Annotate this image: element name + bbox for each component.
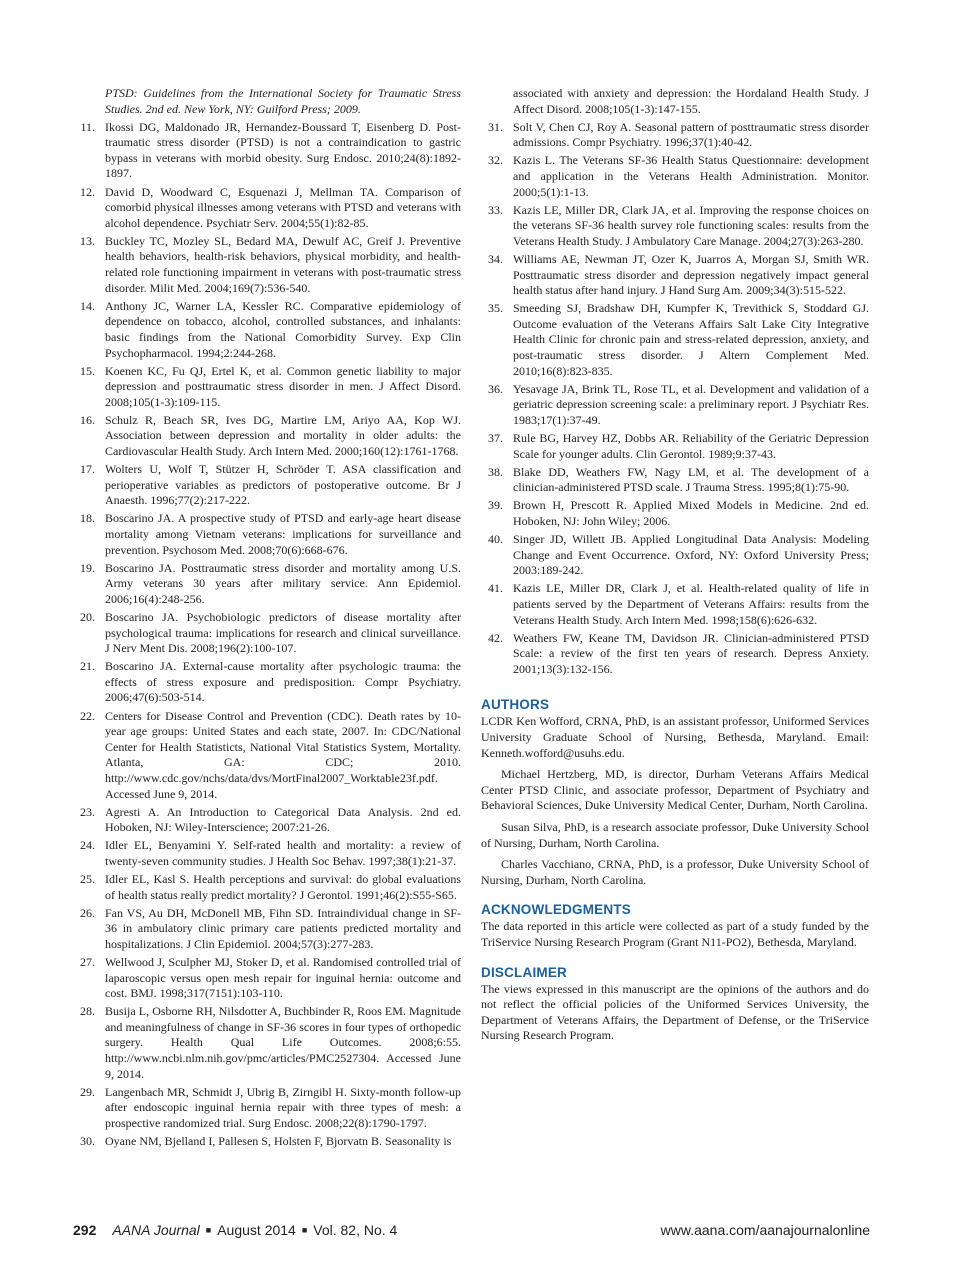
- issue-date: August 2014: [217, 1222, 296, 1238]
- author-bio: Michael Hertzberg, MD, is director, Durham Veterans Affairs Medical Center PTSD Clinic, and associate professor, Department of Psychiatry and Behavioral Sciences, Duke University Medical Center, Durham, North Carolina.: [481, 767, 869, 813]
- journal-name: AANA Journal: [112, 1222, 200, 1238]
- reference-item: 29. Langenbach MR, Schmidt J, Ubrig B, Zirngibl H. Sixty-month follow-up after endoscopic inguinal hernia repair with three types of mesh: a prospective randomized trial. Surg Endosc. 2008;22(8):1790-1797.: [80, 1084, 461, 1130]
- page-number: 292: [73, 1222, 97, 1238]
- reference-item: 20. Boscarino JA. Psychobiologic predictors of disease mortality after psychological trauma: implications for research and clinical surveillance. J Nerv Ment Dis. 2008;196(2):100-107.: [80, 610, 461, 656]
- page-footer: [73, 1222, 870, 1242]
- acknowledgments-section: [481, 902, 869, 950]
- reference-item: 19. Boscarino JA. Posttraumatic stress disorder and mortality among U.S. Army veterans 30 years after military service. Ann Epidemiol. 2006;16(4):248-256.: [80, 560, 461, 606]
- separator-square-icon: ■: [205, 1225, 212, 1235]
- authors-heading: AUTHORS: [481, 697, 550, 713]
- volume-info: Vol. 82, No. 4: [313, 1222, 398, 1238]
- reference-item: 38. Blake DD, Weathers FW, Nagy LM, et al. The development of a clinician-administered PTSD scale. J Trauma Stress. 1995;8(1):75-90.: [488, 464, 869, 495]
- reference-item: PTSD: Guidelines from the International Society for Traumatic Stress Studies. 2nd ed. New York, NY: Guilford Press; 2009.: [105, 86, 461, 116]
- reference-item: 32. Kazis L. The Veterans SF-36 Health Status Questionnaire: development and application in the Veterans Health Administration. Monitor. 2000;5(1):1-13.: [488, 153, 869, 199]
- reference-item: associated with anxiety and depression: the Hordaland Health Study. J Affect Disord. 2008;105(1-3):147-155.: [513, 86, 869, 116]
- acknowledgments-heading: ACKNOWLEDGMENTS: [481, 902, 631, 918]
- reference-item: 14. Anthony JC, Warner LA, Kessler RC. Comparative epidemiology of dependence on tobacco, alcohol, controlled substances, and inhalants: basic findings from the National Comorbidity Survey. Exp Clin Psychopharmacol. 1994;2:244-268.: [80, 298, 461, 360]
- reference-item: 11. Ikossi DG, Maldonado JR, Hernandez-Boussard T, Eisenberg D. Post-traumatic stress disorder (PTSD) is not a contraindication to gastric bypass in veterans with morbid obesity. Surg Endosc. 2010;24(8):1892-1897.: [80, 119, 461, 181]
- reference-item: 41. Kazis LE, Miller DR, Clark J, et al. Health-related quality of life in patients served by the Department of Veterans Affairs: results from the Veterans Health Study. Arch Intern Med. 1998;158(6):626-632.: [488, 581, 869, 627]
- separator-square-icon: ■: [301, 1225, 308, 1235]
- reference-item: 26. Fan VS, Au DH, McDonell MB, Fihn SD. Intraindividual change in SF-36 in ambulatory clinic primary care patients predicted mortality and hospitalizations. J Clin Epidemiol. 2004;57(3):277-283.: [80, 905, 461, 951]
- reference-item: 22. Centers for Disease Control and Prevention (CDC). Death rates by 10-year age groups: United States and each state, 2007. In: CDC/National Center for Health Statisticts, National Vital Statistics System, Mortality. Atlanta, GA: CDC; 2010. http://www.cdc.gov/nchs/data/dvs/MortFinal2007_Worktable23f.pdf. Accessed June 9, 2014.: [80, 708, 461, 801]
- reference-item: 13. Buckley TC, Mozley SL, Bedard MA, Dewulf AC, Greif J. Preventive health behaviors, health-risk behaviors, physical morbidity, and health-related role functioning impairment in veterans with post-traumatic stress disorder. Milit Med. 2004;169(7):536-540.: [80, 233, 461, 295]
- reference-item: 39. Brown H, Prescott R. Applied Mixed Models in Medicine. 2nd ed. Hoboken, NJ: John Wiley; 2006.: [488, 498, 869, 528]
- reference-item: 42. Weathers FW, Keane TM, Davidson JR. Clinician-administered PTSD Scale: a review of the first ten years of research. Depress Anxiety. 2001;13(3):132-156.: [488, 630, 869, 676]
- reference-item: 40. Singer JD, Willett JB. Applied Longitudinal Data Analysis: Modeling Change and Event Occurrence. Oxford, NY: Oxford University Press; 2003:189-242.: [488, 532, 869, 578]
- authors-section: [481, 697, 869, 888]
- reference-item: 34. Williams AE, Newman JT, Ozer K, Juarros A, Morgan SJ, Smith WR. Posttraumatic stress disorder and depression negatively impact general health status after hand injury. J Hand Surg Am. 2009;34(3):515-522.: [488, 251, 869, 298]
- reference-item: 28. Busija L, Osborne RH, Nilsdotter A, Buchbinder R, Roos EM. Magnitude and meaningfulness of change in SF-36 scores in four types of orthopedic surgery. Health Qual Life Outcomes. 2008;6:55. http://www.ncbi.nlm.nih.gov/pmc/articles/PMC2527304. Accessed June 9, 2014.: [80, 1004, 461, 1081]
- reference-item: 15. Koenen KC, Fu QJ, Ertel K, et al. Common genetic liability to major depression and posttraumatic stress disorder in men. J Affect Disord. 2008;105(1-3):109-115.: [80, 363, 461, 409]
- disclaimer-section: [481, 965, 869, 1044]
- reference-item: 23. Agresti A. An Introduction to Categorical Data Analysis. 2nd ed. Hoboken, NJ: Wiley-Interscience; 2007:21-26.: [80, 804, 461, 835]
- reference-item: 12. David D, Woodward C, Esquenazi J, Mellman TA. Comparison of comorbid physical illnesses among veterans with PTSD and veterans with alcohol dependence. Psychiatr Serv. 2004;55(1):82-85.: [80, 184, 461, 230]
- reference-item: 24. Idler EL, Benyamini Y. Self-rated health and mortality: a review of twenty-seven community studies. J Health Soc Behav. 1997;38(1):21-37.: [80, 838, 461, 868]
- reference-item: 25. Idler EL, Kasl S. Health perceptions and survival: do global evaluations of health status really predict mortality? J Gerontol. 1991;46(2):S55-S65.: [80, 872, 461, 902]
- author-bio: Susan Silva, PhD, is a research associate professor, Duke University School of Nursing, Durham, North Carolina.: [481, 819, 869, 850]
- reference-item: 16. Schulz R, Beach SR, Ives DG, Martire LM, Ariyo AA, Kop WJ. Association between depression and mortality in older adults: the Cardiovascular Health Study. Arch Intern Med. 2000;160(12):1761-1768.: [80, 412, 461, 459]
- reference-item: 18. Boscarino JA. A prospective study of PTSD and early-age heart disease mortality among Vietnam veterans: implications for surveillance and prevention. Psychosom Med. 2008;70(6):668-676.: [80, 511, 461, 557]
- reference-item: 35. Smeeding SJ, Bradshaw DH, Kumpfer K, Trevithick S, Stoddard GJ. Outcome evaluation of the Veterans Affairs Salt Lake City Integrative Health Clinic for chronic pain and stress-related depression, anxiety, and post-traumatic stress disorder. J Altern Complement Med. 2010;16(8):823-835.: [488, 301, 869, 378]
- reference-item: 36. Yesavage JA, Brink TL, Rose TL, et al. Development and validation of a geriatric depression screening scale: a preliminary report. J Psychiatr Res. 1983;17(1):37-49.: [488, 381, 869, 427]
- journal-website-link[interactable]: www.aana.com/aanajournalonline: [660, 1222, 870, 1238]
- reference-item: 33. Kazis LE, Miller DR, Clark JA, et al. Improving the response choices on the veterans SF-36 health survey role functioning scales: results from the Veterans Health Study. J Ambulatory Care Manage. 2004;27(3):263-280.: [488, 202, 869, 248]
- references-right-column: [481, 86, 869, 1050]
- disclaimer-heading: DISCLAIMER: [481, 964, 567, 980]
- reference-item: 30. Oyane NM, Bjelland I, Pallesen S, Holsten F, Bjorvatn B. Seasonality is: [80, 1134, 452, 1148]
- author-bio: Charles Vacchiano, CRNA, PhD, is a professor, Duke University School of Nursing, Durham, North Carolina.: [481, 857, 869, 887]
- disclaimer-text: The views expressed in this manuscript are the opinions of the authors and do not reflect the official policies of the Uniformed Services University, the Department of Veterans Affairs, the Department of Defense, or the TriService Nursing Research Program.: [481, 981, 869, 1043]
- reference-item: 21. Boscarino JA. External-cause mortality after psychologic trauma: the effects of stress exposure and predisposition. Compr Psychiatry. 2006;47(6):503-514.: [80, 659, 461, 705]
- references-left-column: [73, 86, 461, 1152]
- author-bio: LCDR Ken Wofford, CRNA, PhD, is an assistant professor, Uniformed Services University Graduate School of Nursing, Bethesda, Maryland. Email: Kenneth.wofford@usuhs.edu.: [481, 714, 869, 760]
- reference-item: 27. Wellwood J, Sculpher MJ, Stoker D, et al. Randomised controlled trial of laparoscopic versus open mesh repair for inguinal hernia: outcome and cost. BMJ. 1998;317(7151):103-110.: [80, 954, 461, 1001]
- reference-item: 31. Solt V, Chen CJ, Roy A. Seasonal pattern of posttraumatic stress disorder admissions. Compr Psychiatry. 1996;37(1):40-42.: [488, 119, 869, 150]
- reference-item: 17. Wolters U, Wolf T, Stützer H, Schröder T. ASA classification and perioperative variables as predictors of postoperative outcome. Br J Anaesth. 1996;77(2):217-222.: [80, 462, 461, 508]
- reference-item: 37. Rule BG, Harvey HZ, Dobbs AR. Reliability of the Geriatric Depression Scale for younger adults. Clin Gerontol. 1989;9:37-43.: [488, 430, 869, 461]
- acknowledgments-text: The data reported in this article were collected as part of a study funded by the TriService Nursing Research Program (Grant N11-PO2), Bethesda, Maryland.: [481, 919, 869, 949]
